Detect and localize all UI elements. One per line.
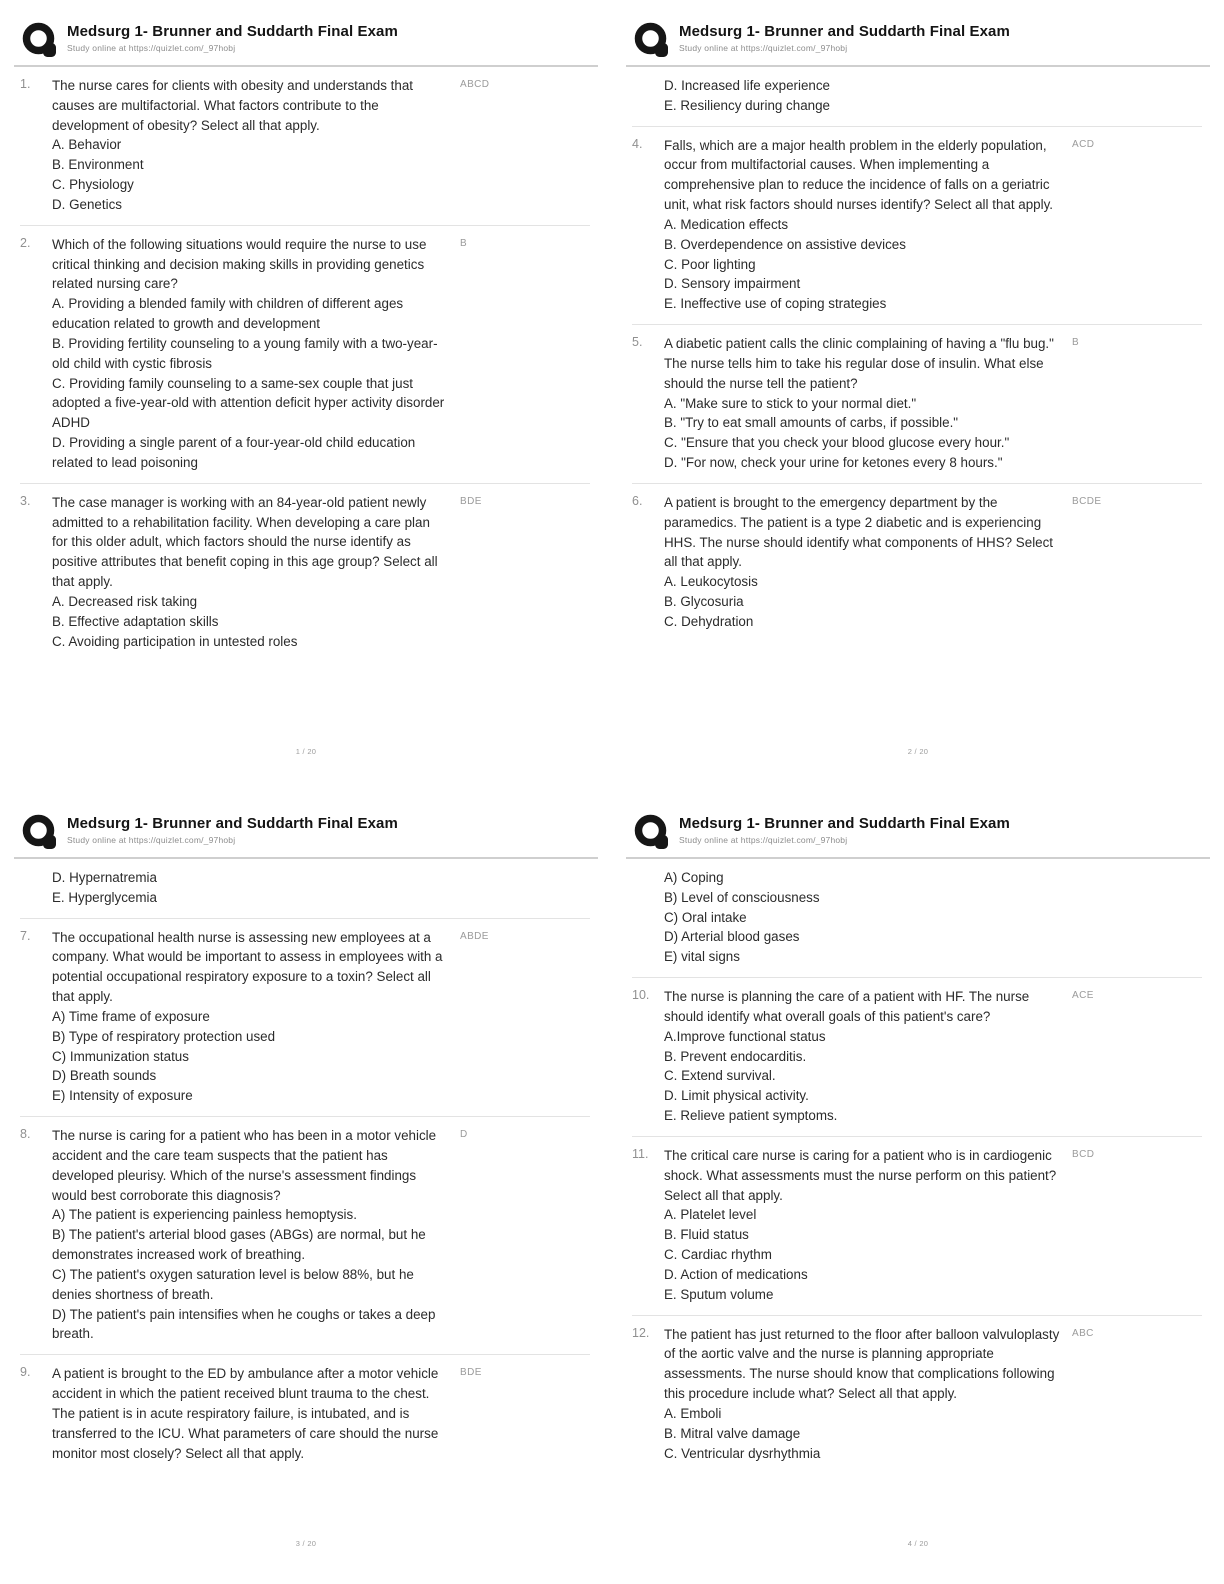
question-body [52,493,448,652]
answer-option: A. Providing a blended family with children of different ages education related to growth and development [52,296,404,332]
question-number: 8. [20,1127,31,1142]
answer-key: ACE [1072,990,1094,1002]
answer-option: E. Relieve patient symptoms. [664,1108,838,1124]
question-body [52,868,448,908]
answer-option: B. Providing fertility counseling to a young family with a two-year-old child with cystic fibrosis [52,335,438,371]
question-number: 2. [20,235,31,250]
answer-option: D. Hypernatremia [52,870,157,885]
quiz-page [612,0,1224,792]
question-number [20,868,52,908]
answer-option: A. Emboli [664,1405,722,1421]
question-body [664,1146,1060,1305]
answer-option: C. Extend survival. [664,1068,776,1084]
answer-option: B. Overdependence on assistive devices [664,236,906,252]
question-block [632,325,1202,483]
answer-option: A) Time frame of exposure [52,1008,210,1024]
carryover-options-block [632,859,1202,977]
question-block [632,127,1202,324]
question-number: 11. [632,1146,649,1161]
question-block [20,484,590,662]
answer-option: D. Action of medications [664,1266,808,1282]
answer-option: B. Glycosuria [664,594,744,610]
answer-key [1060,868,1202,967]
question-body [52,1126,448,1344]
question-text: The occupational health nurse is assessing new employees at a company. What would be important to assess in employees with a potential occupational respiratory exposure to a toxin? Select all that apply. [52,929,443,1005]
answer-option: B. Effective adaptation skills [52,613,219,629]
question-number: 4. [632,136,643,151]
question-block [632,484,1202,642]
answer-option: C. Dehydration [664,613,754,629]
question-text: The nurse is caring for a patient who has been in a motor vehicle accident and the care team suspects that the patient has developed pleurisy. Which of the nurse's assessment findings would best corroborate this diagnosis? [52,1128,437,1203]
answer-option: C. "Ensure that you check your blood glucose every hour." [664,435,1010,451]
answer-key [1060,76,1202,116]
answer-key: D [460,1129,468,1141]
question-number: 7. [20,928,31,943]
answer-option: E) Intensity of exposure [52,1088,193,1104]
question-body [664,987,1060,1126]
quizlet-logo-icon [20,21,58,59]
answer-option: D. "For now, check your urine for ketones every 8 hours." [664,455,1003,471]
answer-key: ABDE [460,930,489,942]
quizlet-logo-icon [632,813,670,851]
title-block [67,812,398,845]
answer-option: C. Poor lighting [664,256,756,272]
quizlet-logo-icon [632,21,670,59]
answer-key: B [1072,337,1080,349]
question-body [52,928,448,1106]
answer-option: A. Medication effects [664,216,789,232]
page-number: 1 / 20 [295,747,317,756]
answer-option: C) The patient's oxygen saturation level is below 88%, but he denies shortness of breath. [52,1266,414,1302]
answer-key: BDE [460,1367,482,1379]
question-body [52,235,448,473]
page-content [632,859,1202,1473]
answer-option: E. Hyperglycemia [52,889,157,905]
answer-option: B) Type of respiratory protection used [52,1028,276,1044]
question-body [664,136,1060,314]
question-body [664,334,1060,473]
answer-key: ABCD [460,79,490,90]
question-number: 10. [632,988,650,1003]
page-number: 3 / 20 [295,1539,317,1548]
title-block [67,20,398,53]
page-content [632,67,1202,642]
question-block [632,978,1202,1136]
answer-option: E) vital signs [664,949,740,965]
answer-option: C. Avoiding participation in untested roles [52,633,298,649]
question-text: Falls, which are a major health problem in the elderly population, occur from multifactorial causes. When implementing a comprehensive plan to reduce the incidence of falls on a geriatric unit, what risk factors should nurses identify? Select all that apply. [664,137,1054,213]
question-text: A patient is brought to the emergency department by the paramedics. The patient is a type 2 diabetic and is experiencing HHS. The nurse should identify what components of HHS? Select all that apply. [664,494,1054,570]
question-block [20,1355,590,1473]
study-online-link[interactable]: Study online at https://quizlet.com/_97hobj [679,835,848,845]
answer-option: D. Increased life experience [664,78,830,93]
quiz-page [0,0,612,792]
question-body [52,1364,448,1463]
page-content [20,859,590,1473]
question-text: The patient has just returned to the floor after balloon valvuloplasty of the aortic valve and the nurse is planning appropriate assessments. The nurse should know that complications following this procedure include what? Select all that apply. [664,1326,1060,1402]
answer-option: E. Resiliency during change [664,97,830,113]
page-header [632,20,1202,59]
answer-option: D) Breath sounds [52,1068,157,1084]
answer-option: E. Sputum volume [664,1286,774,1302]
question-block [632,1316,1202,1474]
question-block [20,67,590,225]
answer-option: A. Decreased risk taking [52,593,198,609]
question-text: The critical care nurse is caring for a patient who is in cardiogenic shock. What assessments must the nurse perform on this patient? Select all that apply. [664,1147,1057,1203]
answer-key: ACD [1072,138,1095,150]
page-number: 2 / 20 [907,747,929,756]
answer-key: BDE [460,495,482,507]
question-text: A patient is brought to the ED by ambulance after a motor vehicle accident in which the patient received blunt trauma to the chest. The patient is in acute respiratory failure, is intubated, and is transferred to the ICU. What parameters of care should the nurse monitor most closely? Select all that apply. [52,1366,439,1461]
answer-option: D. Providing a single parent of a four-year-old child education related to lead poisoning [52,435,416,470]
answer-key: B [460,237,468,249]
page-content [20,67,590,661]
question-block [20,919,590,1116]
answer-option: B. Fluid status [664,1227,749,1243]
answer-option: A. Behavior [52,137,122,153]
answer-option: D) The patient's pain intensifies when he coughs or takes a deep breath. [52,1306,436,1342]
answer-key: ABC [1072,1327,1094,1339]
question-number: 1. [20,77,31,91]
page-header [20,812,590,851]
question-number: 3. [20,493,31,508]
question-number: 5. [632,335,643,350]
question-number [632,868,664,967]
page-header [632,812,1202,851]
answer-option: B. Prevent endocarditis. [664,1048,807,1064]
answer-option: C. Cardiac rhythm [664,1247,772,1263]
answer-option: D. Limit physical activity. [664,1088,809,1104]
answer-option: B) Level of consciousness [664,889,820,905]
answer-option: B. "Try to eat small amounts of carbs, if possible." [664,415,959,431]
question-body [52,76,448,215]
answer-option: A) The patient is experiencing painless hemoptysis. [52,1207,357,1223]
answer-option: B. Mitral valve damage [664,1425,801,1441]
answer-option: D) Arterial blood gases [664,929,800,945]
question-text: The nurse is planning the care of a patient with HF. The nurse should identify what overall goals of this patient's care? [664,989,1030,1024]
study-online-link[interactable]: Study online at https://quizlet.com/_97hobj [679,43,848,53]
question-block [632,1137,1202,1315]
answer-option: B. Environment [52,157,144,173]
question-text: The case manager is working with an 84-year-old patient newly admitted to a rehabilitation facility. When developing a care plan for this older adult, which factors should the nurse identify as positive attributes that benefit coping in this age group? Select all that apply. [52,494,438,590]
answer-option: C. Physiology [52,177,134,193]
answer-option: B) The patient's arterial blood gases (ABGs) are normal, but he demonstrates increased work of breathing. [52,1227,426,1263]
answer-option: A) Coping [664,870,724,885]
question-text: A diabetic patient calls the clinic complaining of having a "flu bug." The nurse tells him to take his regular dose of insulin. What else should the nurse tell the patient? [664,336,1054,391]
answer-option: A. Leukocytosis [664,574,758,590]
question-body [664,493,1060,632]
page-title: Medsurg 1- Brunner and Suddarth Final Exam [67,815,398,832]
question-number [632,76,664,116]
question-number: 12. [632,1325,650,1340]
answer-option: D. Sensory impairment [664,276,801,292]
question-number: 9. [20,1365,31,1380]
question-text: The nurse cares for clients with obesity and understands that causes are multifactorial. What factors contribute to the development of obesity? Select all that apply. [52,78,413,133]
answer-option: C) Oral intake [664,909,747,925]
page-number: 4 / 20 [907,1539,929,1548]
carryover-options-block [20,859,590,918]
quizlet-logo-icon [20,813,58,851]
question-body [664,1325,1060,1464]
question-number: 6. [632,493,643,508]
question-body [664,76,1060,116]
title-block [679,20,1010,53]
study-online-link[interactable]: Study online at https://quizlet.com/_97hobj [67,835,236,845]
quiz-page [612,792,1224,1584]
answer-key [448,868,590,908]
answer-option: C. Ventricular dysrhythmia [664,1445,821,1461]
answer-option: A. Platelet level [664,1207,757,1223]
answer-option: E. Ineffective use of coping strategies [664,296,887,312]
study-online-link[interactable]: Study online at https://quizlet.com/_97hobj [67,43,236,53]
question-block [20,1117,590,1354]
answer-key: BCDE [1072,495,1102,507]
page-title: Medsurg 1- Brunner and Suddarth Final Exam [679,23,1010,40]
title-block [679,812,1010,845]
answer-option: A. "Make sure to stick to your normal diet." [664,395,917,411]
answer-option: A.Improve functional status [664,1028,826,1044]
answer-option: D. Genetics [52,196,122,212]
quiz-page [0,792,612,1584]
page-header [20,20,590,59]
answer-key: BCD [1072,1148,1095,1160]
answer-option: C) Immunization status [52,1048,189,1064]
question-body [664,868,1060,967]
page-title: Medsurg 1- Brunner and Suddarth Final Exam [679,815,1010,832]
carryover-options-block [632,67,1202,126]
question-block [20,226,590,483]
question-text: Which of the following situations would require the nurse to use critical thinking and decision making skills in providing genetics related nursing care? [52,236,427,292]
page-title: Medsurg 1- Brunner and Suddarth Final Exam [67,23,398,40]
answer-option: C. Providing family counseling to a same-sex couple that just adopted a five-year-old with attention deficit hyper activity disorder ADHD [52,375,445,431]
